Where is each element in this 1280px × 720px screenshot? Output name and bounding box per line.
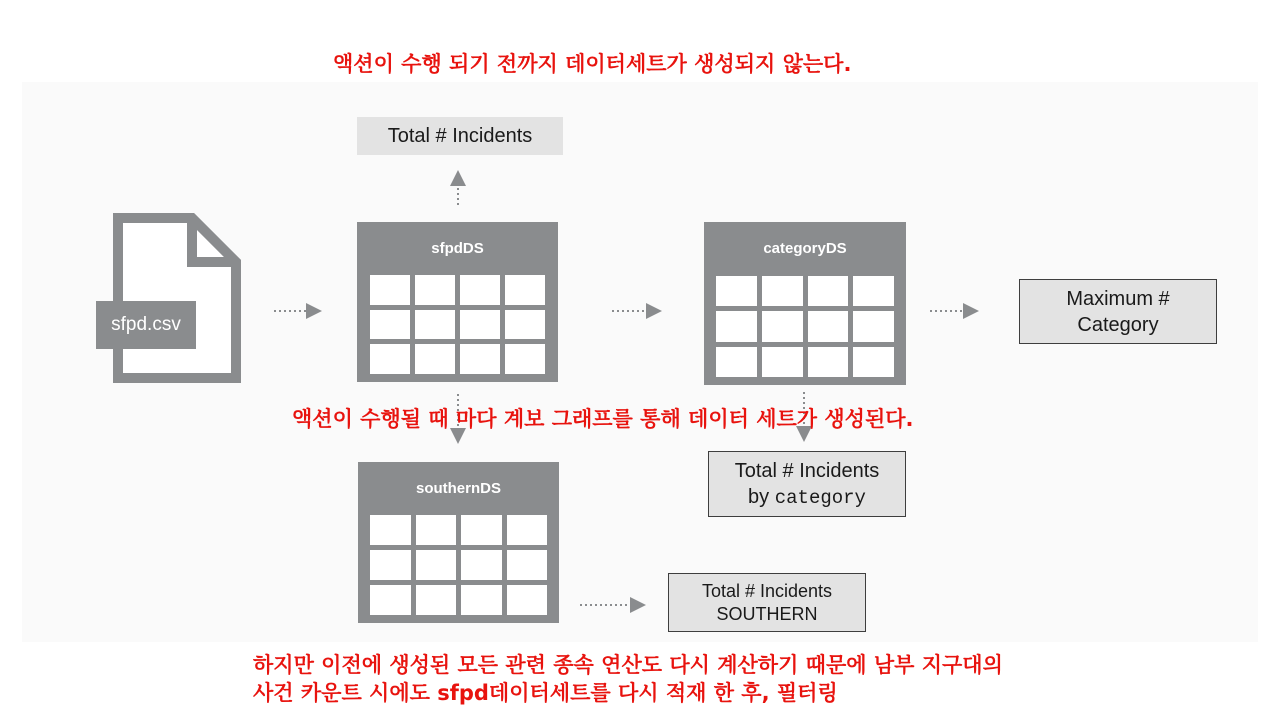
result-incidents-by-category [708,451,906,517]
dataset-southernds-title: southernDS [415,480,501,497]
result-incidents-southern [668,573,866,632]
caption-bottom-line2: 사건 카운트 시에도 sfpd데이터세트를 다시 적재 한 후, 필터링 [253,681,838,705]
dataset-categoryds-grid [716,276,894,377]
dataset-sfpdds [357,222,558,382]
result-max-category [1019,279,1217,344]
caption-middle: 액션이 수행될 때 마다 계보 그래프를 통해 데이터 세트가 생성된다. [292,407,914,431]
result-by-category-code: category [774,486,866,509]
result-southern-line2: SOUTHERN [716,603,818,624]
result-total-incidents-text: Total # Incidents [387,125,533,147]
csv-file-icon [118,218,236,378]
result-by-category-prefix: by [748,485,770,508]
dataset-southernds [358,462,559,623]
dataset-southernds-grid [370,515,547,615]
caption-bottom-line1: 하지만 이전에 생성된 모든 관련 종속 연산도 다시 계산하기 때문에 남부 지구대의 [253,653,1003,677]
result-southern-line1: Total # Incidents [701,580,833,601]
result-total-incidents [357,117,563,155]
dataset-sfpdds-grid [370,275,545,374]
result-max-category-line1: Maximum # [1066,287,1170,310]
csv-file-label: sfpd.csv [96,301,196,349]
caption-top: 액션이 수행 되기 전까지 데이터세트가 생성되지 않는다. [333,52,852,76]
dataset-categoryds [704,222,906,385]
result-max-category-line2: Category [1077,313,1159,336]
result-by-category-line2 [748,484,866,511]
dataset-categoryds-title: categoryDS [763,240,847,257]
dataset-sfpdds-title: sfpdDS [431,240,484,257]
result-by-category-line1: Total # Incidents [734,459,880,482]
